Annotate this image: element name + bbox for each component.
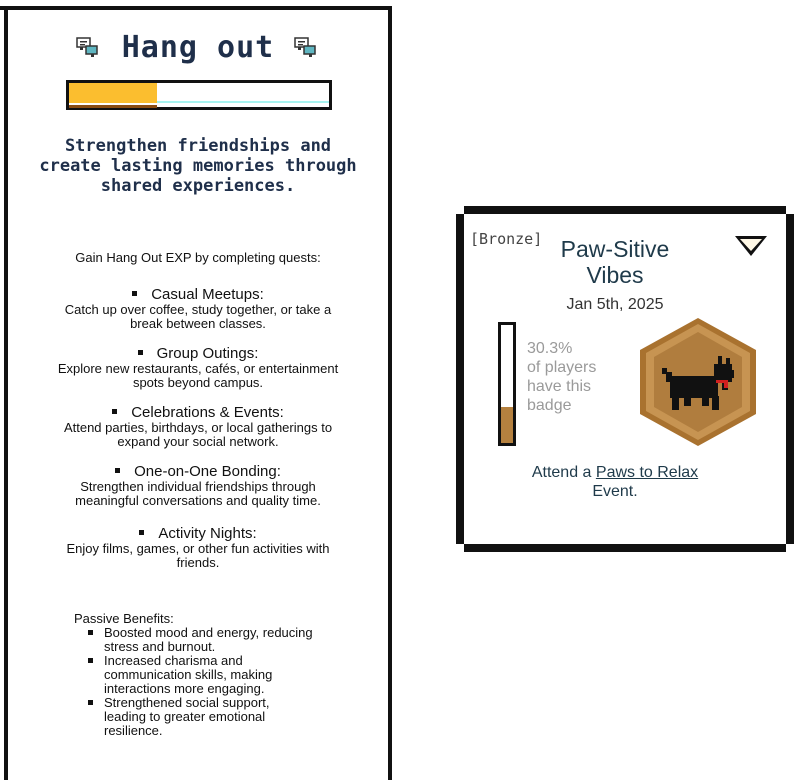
bullet [132, 291, 137, 296]
scottie-dog-badge-icon [636, 316, 760, 448]
bullet [139, 530, 144, 535]
tagline: Strengthen friendships and create lasting memories through shared experiences. [39, 136, 357, 196]
quest-item [8, 525, 388, 570]
badge-date: Jan 5th, 2025 [566, 296, 664, 313]
chat-bubbles-icon [294, 36, 316, 58]
quest-description: Strengthen individual friendships through meaningful conversations and quality time. [75, 479, 321, 508]
quest-description: Explore new restaurants, cafés, or entertainment spots beyond campus. [57, 361, 339, 390]
page-title: Hang out [121, 30, 275, 65]
passive-benefits-title: Passive Benefits: [74, 611, 174, 626]
benefit-item [74, 654, 314, 696]
badge-tier: [Bronze] [470, 230, 543, 248]
quest-name: One-on-One Bonding: [134, 463, 281, 480]
exp-progress-bar [66, 80, 332, 110]
passive-benefits [74, 612, 314, 738]
quest-item [8, 404, 388, 449]
ownership-meter-fill [501, 407, 513, 443]
description-text: Event. [592, 483, 638, 500]
chat-bubbles-icon [76, 36, 98, 58]
frame-notch [786, 206, 794, 214]
frame-notch [786, 544, 794, 552]
frame-notch [456, 206, 464, 214]
bullet [88, 700, 93, 705]
badge-name: Paw-Sitive Vibes [560, 236, 670, 288]
quest-description: Catch up over coffee, study together, or take a break between classes. [64, 302, 332, 331]
benefit-text: Increased charisma and communication skills, making interactions more engaging. [104, 653, 273, 696]
quest-description: Enjoy films, games, or other fun activities with friends. [66, 541, 330, 570]
title-row [8, 30, 388, 65]
description-text: Attend a [531, 464, 596, 481]
quest-name: Group Outings: [156, 345, 259, 362]
event-link[interactable]: Paws to Relax [595, 464, 699, 481]
benefit-item [74, 696, 314, 738]
bullet [115, 468, 120, 473]
quest-name: Activity Nights: [158, 525, 257, 542]
progress-fill [69, 83, 157, 103]
benefit-text: Strengthened social support, leading to greater emotional resilience. [104, 695, 270, 738]
badge-description [520, 463, 710, 501]
quest-item [8, 286, 388, 331]
ownership-stats [527, 339, 596, 415]
bullet [138, 350, 143, 355]
ownership-text-line: badge [527, 397, 572, 414]
quest-name: Celebrations & Events: [131, 404, 284, 421]
ownership-percent: 30.3% [527, 340, 573, 357]
benefit-text: Boosted mood and energy, reducing stress and burnout. [104, 625, 313, 654]
ownership-meter [498, 322, 516, 446]
frame-notch [456, 544, 464, 552]
bullet [112, 409, 117, 414]
quest-item [8, 345, 388, 390]
quest-description: Attend parties, birthdays, or local gatherings to expand your social network. [63, 420, 333, 449]
panel-corner [0, 6, 8, 10]
ownership-text-line: have this [527, 378, 592, 395]
collapse-triangle-icon[interactable] [733, 234, 769, 258]
quest-item [8, 463, 388, 508]
benefit-item [74, 626, 314, 654]
quests-intro: Gain Hang Out EXP by completing quests: [75, 250, 321, 265]
ownership-text-line: of players [527, 359, 597, 376]
bullet [88, 630, 93, 635]
progress-fill-shade [69, 105, 157, 108]
quest-name: Casual Meetups: [151, 286, 264, 303]
bullet [88, 658, 93, 663]
